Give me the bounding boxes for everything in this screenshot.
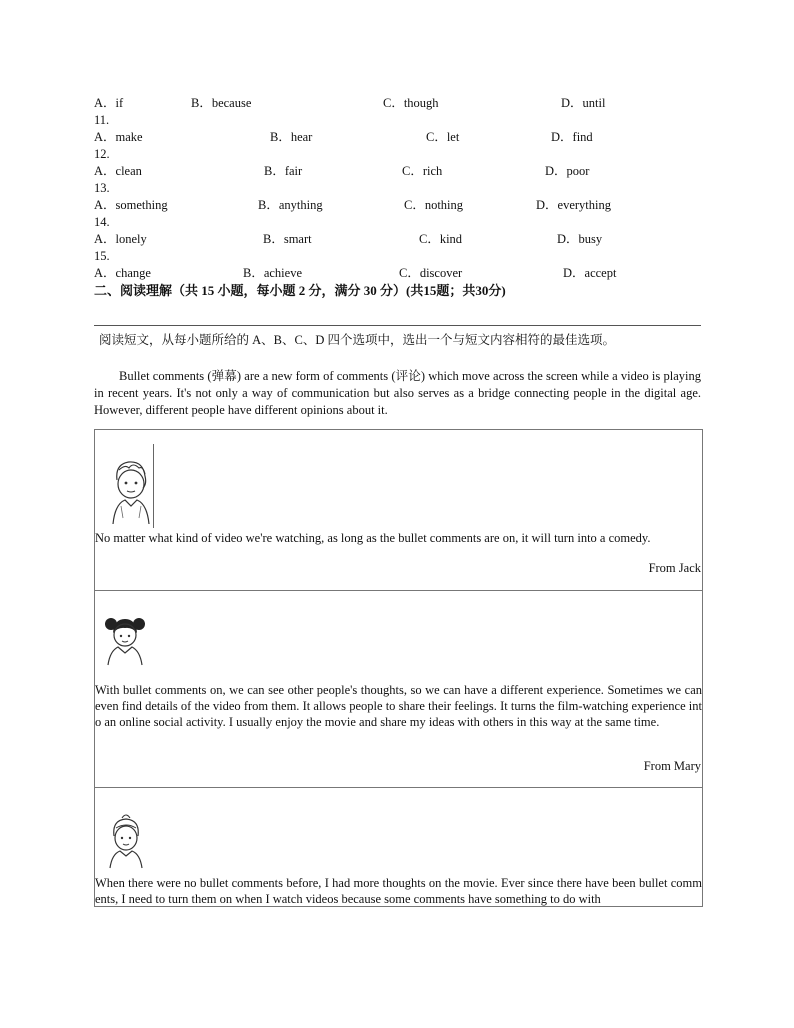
option-b: B．fair <box>264 164 303 178</box>
comment-box-third <box>94 787 703 907</box>
option-b: B．because <box>191 96 252 110</box>
option-a: A．clean <box>94 164 142 178</box>
question-number-12: 12. <box>94 147 110 161</box>
option-d: D．until <box>561 96 606 110</box>
option-a: A．if <box>94 96 124 110</box>
passage-intro <box>94 368 701 419</box>
option-d: D．everything <box>536 198 611 212</box>
option-b: B．smart <box>263 232 312 246</box>
option-c: C．let <box>426 130 460 144</box>
comment-box-jack <box>94 429 703 590</box>
option-c: C．discover <box>399 266 463 280</box>
question-number-15: 15. <box>94 249 110 263</box>
comment-text: No matter what kind of video we're watching, as long as the bullet comments are on, it will turn into a comedy. <box>95 531 651 545</box>
reading-instruction: 阅读短文，从每小题所给的 A、B、C、D 四个选项中，选出一个与短文内容相符的最佳选项。 <box>99 333 615 347</box>
question-number-14: 14. <box>94 215 110 229</box>
comment-box-mary <box>94 590 703 787</box>
option-c: C．though <box>383 96 439 110</box>
passage-paragraph: Bullet comments (弹幕) are a new form of comments (评论) which move across the screen while a video is playing in recent years. It's not only a way of communication but also serves as a bridge connecting people in the digital age. However, different people have different opinions about it. <box>94 369 701 417</box>
comment-text: With bullet comments on, we can see other people's thoughts, so we can have a different experience. Sometimes we can even find details of the video from them. It allows people to share their feelings. It turns the film-watching experience into an online social activity. I usually enjoy the movie and share my ideas with others in this way at the same time. <box>95 683 702 729</box>
girl-avatar-icon <box>102 611 148 667</box>
comment-signoff: From Jack <box>648 561 701 575</box>
option-a: A．make <box>94 130 143 144</box>
option-a: A．lonely <box>94 232 147 246</box>
comment-signoff: From Mary <box>643 759 701 773</box>
section-title: 二、阅读理解（共 15 小题，每小题 2 分，满分 30 分）(共15题；共30分) <box>94 283 506 298</box>
divider-vertical <box>153 444 154 528</box>
option-d: D．poor <box>545 164 590 178</box>
question-number-13: 13. <box>94 181 110 195</box>
option-d: D．accept <box>563 266 617 280</box>
option-d: D．busy <box>557 232 603 246</box>
child-avatar-icon <box>106 812 146 870</box>
option-c: C．rich <box>402 164 443 178</box>
option-a: A．something <box>94 198 168 212</box>
option-c: C．kind <box>419 232 463 246</box>
question-number-11: 11. <box>94 113 110 127</box>
boy-avatar-icon <box>107 458 155 528</box>
option-b: B．anything <box>258 198 323 212</box>
option-b: B．hear <box>270 130 313 144</box>
option-c: C．nothing <box>404 198 464 212</box>
option-d: D．find <box>551 130 593 144</box>
option-b: B．achieve <box>243 266 303 280</box>
divider <box>94 325 701 326</box>
comment-text: When there were no bullet comments before, I had more thoughts on the movie. Ever since there have been bullet comments, I need to turn them on when I watch videos because some comments have something to do with <box>95 876 702 906</box>
option-a: A．change <box>94 266 151 280</box>
